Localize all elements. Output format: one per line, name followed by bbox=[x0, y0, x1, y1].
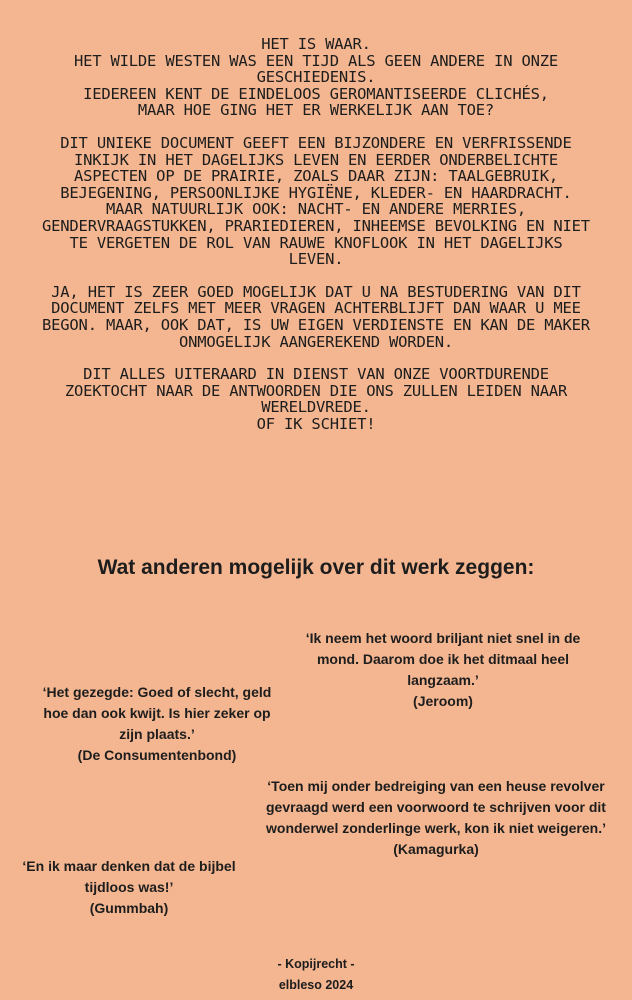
intro-paragraph: JA, HET IS ZEER GOED MOGELIJK DAT U NA BESTUDERING VAN DIT DOCUMENT ZELFS MET MEER VRAGEN ACHTERBLIJFT DAN WAAR U MEE BEGON. MAAR, OOK DAT, IS UW EIGEN VERDIENSTE EN KAN DE MAKER ONMOGELIJK AANGEREKEND WORDEN. bbox=[42, 282, 590, 351]
quote-kamagurka bbox=[252, 776, 620, 860]
intro-paragraph: DIT ALLES UITERAARD IN DIENST VAN ONZE VOORTDURENDE ZOEKTOCHT NAAR DE ANTWOORDEN DIE ONS ZULLEN LEIDEN NAAR WERELDVREDE. OF IK SCHIET! bbox=[64, 365, 568, 433]
intro-text-block bbox=[40, 36, 592, 448]
copyright-footer bbox=[216, 954, 416, 996]
quote-consumentenbond bbox=[42, 682, 272, 766]
quote-author: (Gummbah) bbox=[89, 900, 169, 916]
quote-text: ‘En ik maar denken dat de bijbel tijdloos was!’ bbox=[22, 858, 236, 895]
quote-text: ‘Toen mij onder bedreiging van een heuse revolver gevraagd werd een voorwoord te schrijven voor dit wonderwel zonderlinge werk, kon ik niet weigeren.’ bbox=[266, 778, 606, 836]
quote-text: ‘Ik neem het woord briljant niet snel in de mond. Daarom doe ik het ditmaal heel langzaam.’ bbox=[305, 630, 581, 688]
quote-text: ‘Het gezegde: Goed of slecht, geld hoe dan ook kwijt. Is hier zeker op zijn plaats.’ bbox=[42, 684, 272, 742]
intro-paragraph: HET IS WAAR. HET WILDE WESTEN WAS EEN TIJD ALS GEEN ANDERE IN ONZE GESCHIEDENIS. IEDEREEN KENT DE EINDELOOS GEROMANTISEERDE CLICHÉS, MAAR HOE GING HET ER WERKELIJK AAN TOE? bbox=[74, 35, 558, 120]
reviews-heading: Wat anderen mogelijk over dit werk zeggen: bbox=[97, 556, 535, 579]
copyright-year: elbleso 2024 bbox=[278, 978, 354, 992]
quote-author: (Kamagurka) bbox=[393, 841, 479, 857]
quote-author: (Jeroom) bbox=[413, 693, 473, 709]
intro-paragraph: DIT UNIEKE DOCUMENT GEEFT EEN BIJZONDERE EN VERFRISSENDE INKIJK IN HET DAGELIJKS LEVEN EN EERDER ONDERBELICHTE ASPECTEN OP DE PRAIRIE, ZOALS DAAR ZIJN: TAALGEBRUIK, BEJEGENING, PERSOONLIJKE HYGIËNE, KLEDER- EN HAARDRACHT. MAAR NATUURLIJK OOK: NACHT- EN ANDERE MERRIES, GENDERVRAAGSTUKKEN, PRARIEDIEREN, INHEEMSE BEVOLKING EN NIET TE VERGETEN DE ROL VAN RAUWE KNOFLOOK IN HET DAGELIJKS LEVEN. bbox=[42, 133, 590, 269]
quote-jeroom bbox=[298, 628, 588, 712]
copyright-label: - Kopijrecht - bbox=[277, 957, 355, 971]
quote-author: (De Consumentenbond) bbox=[77, 747, 237, 763]
quote-gummbah bbox=[6, 856, 252, 919]
